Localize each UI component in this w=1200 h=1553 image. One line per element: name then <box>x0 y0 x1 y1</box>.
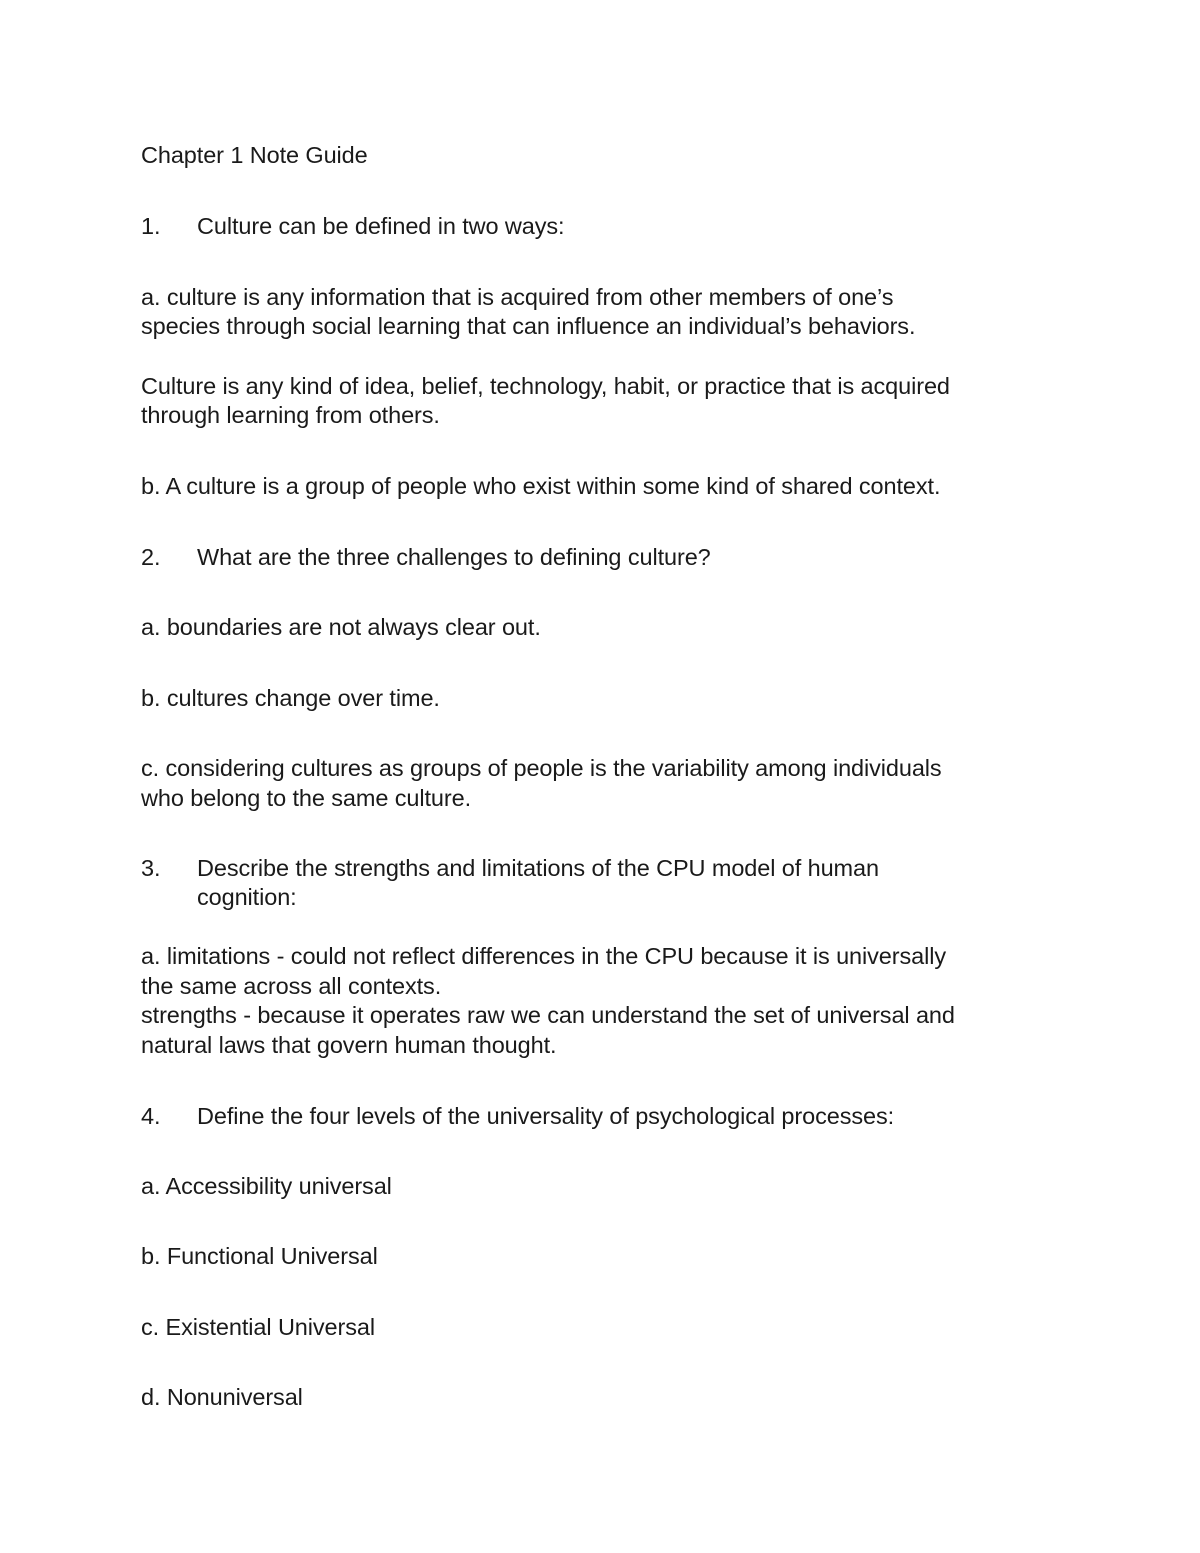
question-text: Define the four levels of the universality of psychological processes: <box>197 1103 895 1129</box>
answer-line: a. Accessibility universal <box>141 1173 392 1199</box>
question-text: cognition: <box>197 884 297 910</box>
answer-line: natural laws that govern human thought. <box>141 1032 557 1058</box>
question-number: 2. <box>141 544 161 570</box>
question-text: Culture can be defined in two ways: <box>197 213 565 239</box>
answer-line: the same across all contexts. <box>141 973 442 999</box>
question-text: Describe the strengths and limitations of the CPU model of human <box>197 855 879 881</box>
document-title: Chapter 1 Note Guide <box>141 142 368 168</box>
question-text: What are the three challenges to defining culture? <box>197 544 711 570</box>
question-3 <box>141 853 1041 913</box>
answer-line: c. Existential Universal <box>141 1314 375 1340</box>
question-4 <box>141 1101 1041 1161</box>
answer-line: b. Functional Universal <box>141 1243 378 1269</box>
question-2 <box>141 542 1041 602</box>
question-number: 1. <box>141 213 161 239</box>
answer-line: through learning from others. <box>141 402 440 428</box>
answer-line: a. boundaries are not always clear out. <box>141 614 541 640</box>
answer-line: strengths - because it operates raw we can understand the set of universal and <box>141 1002 955 1028</box>
answer-line: a. culture is any information that is acquired from other members of one’s <box>141 284 894 310</box>
answer-line: b. A culture is a group of people who exist within some kind of shared context. <box>141 473 941 499</box>
answer-line: who belong to the same culture. <box>141 785 472 811</box>
answer-line: Culture is any kind of idea, belief, technology, habit, or practice that is acquired <box>141 373 950 399</box>
answer-line: c. considering cultures as groups of people is the variability among individuals <box>141 755 942 781</box>
question-number: 3. <box>141 855 161 881</box>
question-1 <box>141 211 1041 271</box>
answer-line: b. cultures change over time. <box>141 685 440 711</box>
answer-line: a. limitations - could not reflect differences in the CPU because it is universally <box>141 943 947 969</box>
question-number: 4. <box>141 1103 161 1129</box>
answer-line: species through social learning that can influence an individual’s behaviors. <box>141 313 916 339</box>
answer-line: d. Nonuniversal <box>141 1384 303 1410</box>
